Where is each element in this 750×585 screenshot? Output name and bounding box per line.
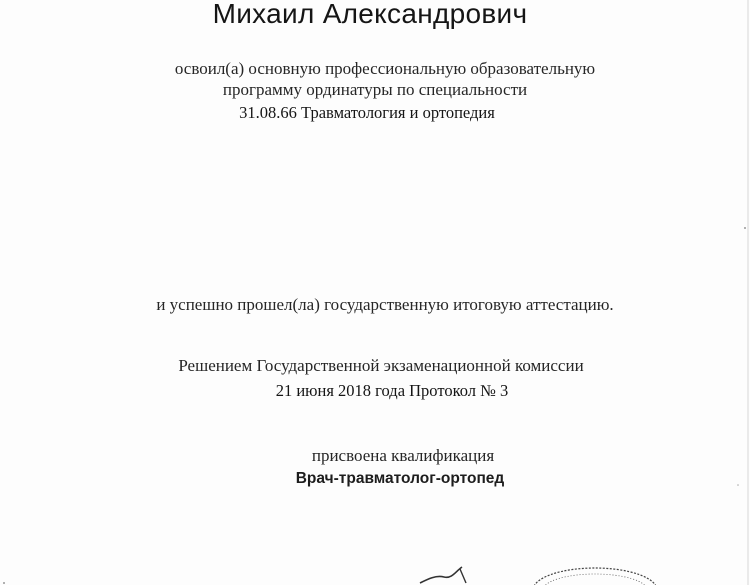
commission-decision-line: Решением Государственной экзаменационной комиссии (178, 356, 584, 375)
residency-program-line: программу ординатуры по специальности (222, 80, 528, 99)
stamp-seal (525, 560, 665, 585)
qualification-value: Врач-травматолог-ортопед (295, 470, 505, 487)
signature-mark (400, 565, 520, 585)
protocol-line: 21 июня 2018 года Протокол № 3 (275, 381, 509, 400)
attestation-line: и успешно прошел(ла) государственную итоговую аттестацию. (156, 295, 614, 314)
specialty-line: 31.08.66 Травматология и ортопедия (239, 103, 495, 122)
graduate-name: Михаил Александрович (212, 0, 528, 29)
program-mastered-line: освоил(а) основную профессиональную образовательную (174, 59, 596, 78)
qualification-label: присвоена квалификация (311, 446, 495, 465)
